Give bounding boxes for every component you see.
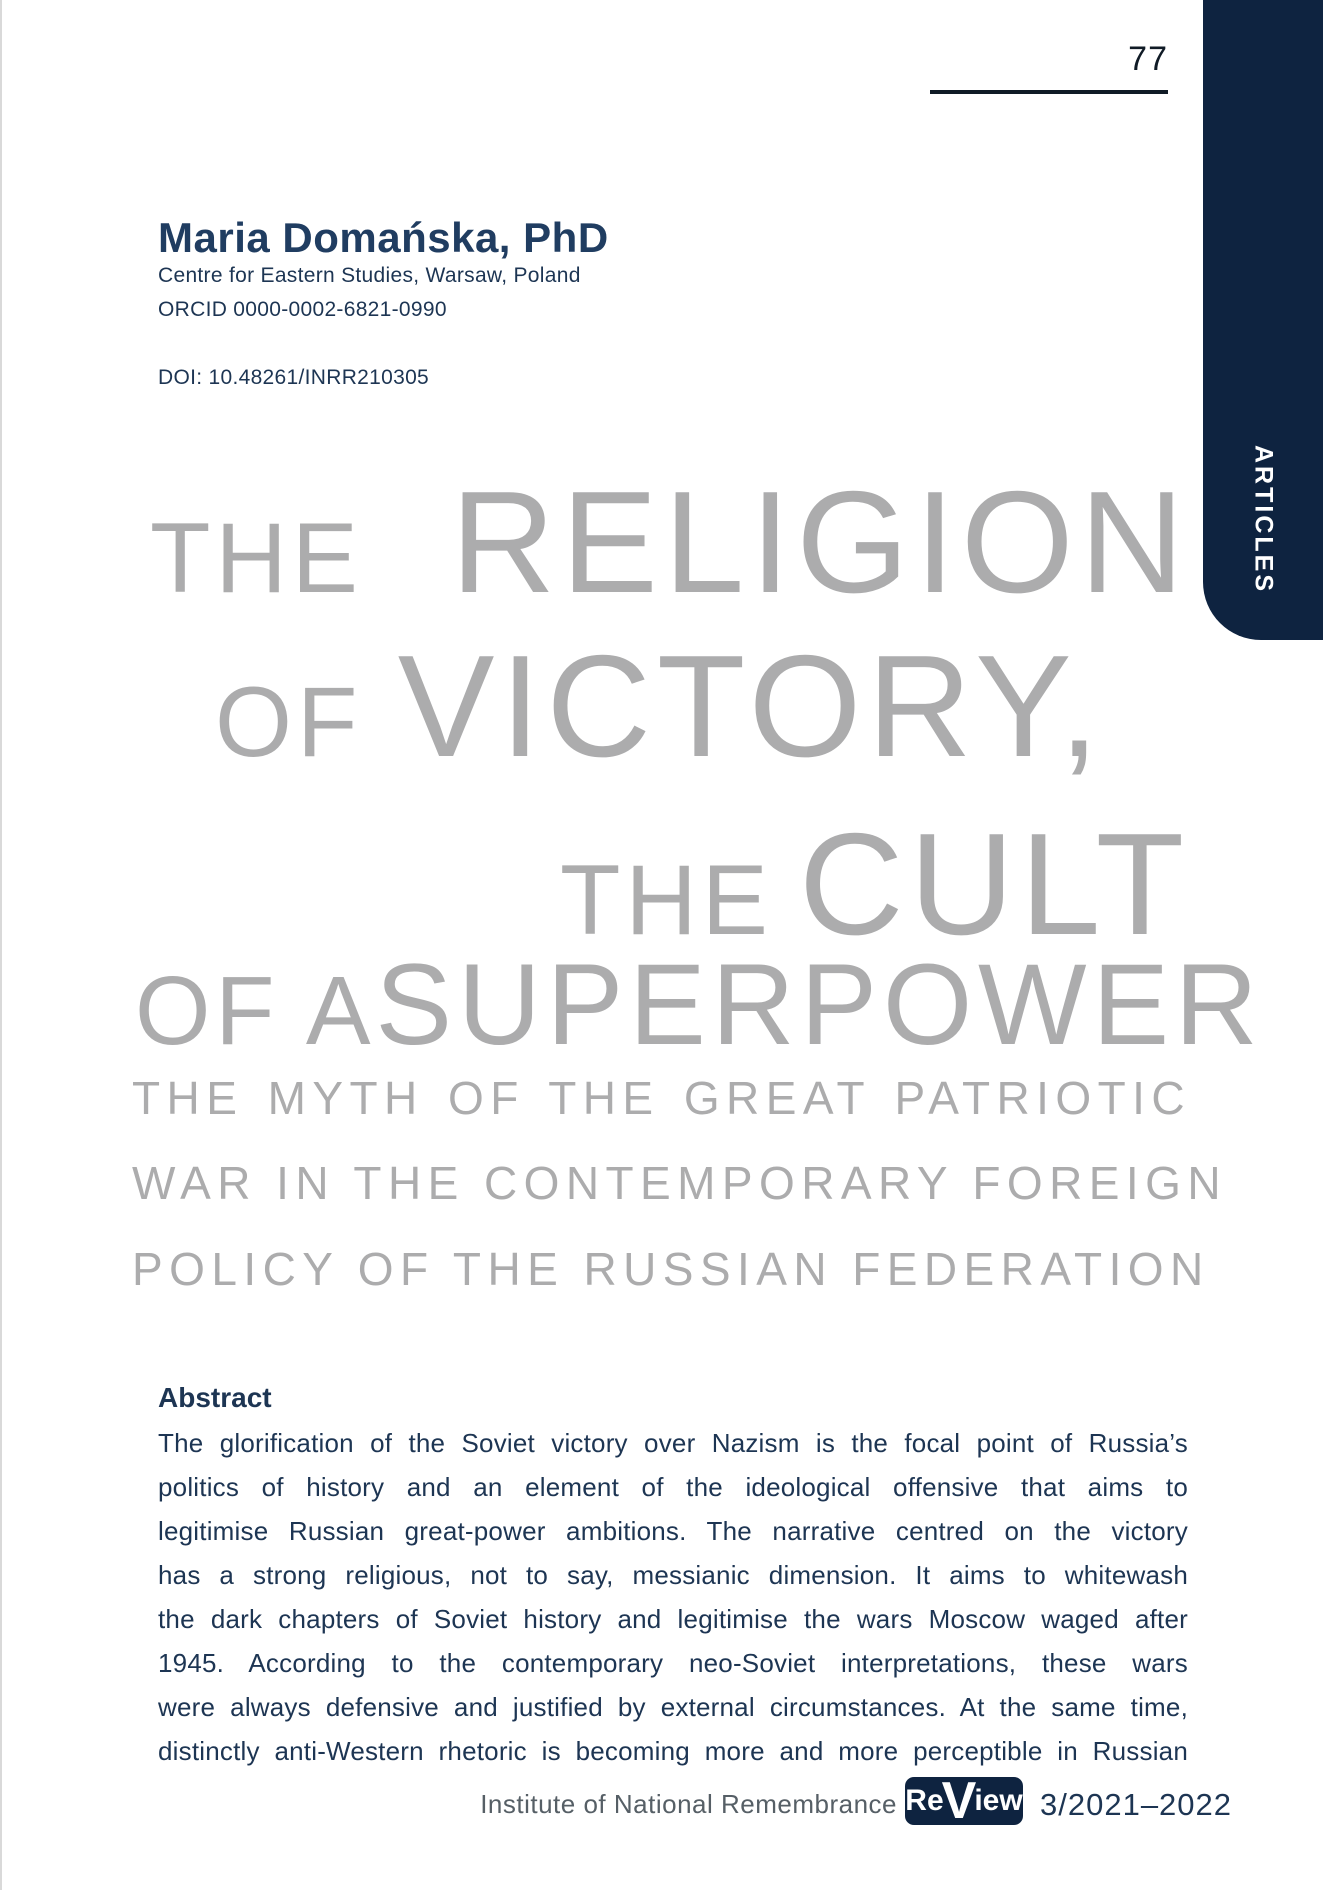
- review-logo-iew: iew: [974, 1784, 1023, 1817]
- abstract-line: were always defensive and justified by external circumstances. At the same time,: [158, 1692, 1188, 1722]
- footer-issue-number: 3/2021–2022: [1040, 1787, 1233, 1822]
- abstract-line: politics of history and an element of the ideological offensive that aims to: [158, 1472, 1188, 1502]
- title-line-1: [150, 459, 1190, 623]
- author-orcid: ORCID 0000-0002-6821-0990: [158, 298, 447, 321]
- abstract-line: the dark chapters of Soviet history and legitimise the wars Moscow waged after: [158, 1604, 1188, 1634]
- review-logo-v: V: [941, 1772, 977, 1830]
- title-line-3-big: CULT: [798, 803, 1190, 965]
- header-rule: [930, 90, 1168, 94]
- title-line-2-big: VICTORY,: [397, 625, 1105, 787]
- subtitle-line-1: THE MYTH OF THE GREAT PATRIOTIC: [132, 1072, 1191, 1124]
- title-line-4-big: SUPERPOWER: [375, 941, 1264, 1069]
- author-affiliation: Centre for Eastern Studies, Warsaw, Poland: [158, 264, 581, 287]
- author-name: Maria Domańska, PhD: [158, 214, 609, 261]
- title-line-2: [215, 623, 1105, 787]
- footer-publisher: Institute of National Remembrance: [480, 1789, 897, 1819]
- abstract-line: 1945. According to the contemporary neo-Soviet interpretations, these wars: [158, 1648, 1188, 1678]
- abstract-paragraph: [158, 1421, 1188, 1773]
- title-line-3: [560, 801, 1190, 965]
- review-journal-logo: [905, 1772, 1023, 1830]
- subtitle-line-3: POLICY OF THE RUSSIAN FEDERATION: [132, 1243, 1210, 1295]
- articles-section-tab[interactable]: [1203, 0, 1323, 640]
- title-line-4-small: OF A: [135, 956, 376, 1065]
- title-line-3-small: THE: [560, 844, 773, 955]
- page-left-border: [0, 0, 2, 1890]
- page-number: 77: [1128, 40, 1168, 78]
- abstract-line: legitimise Russian great-power ambitions. The narrative centred on the victory: [158, 1516, 1188, 1546]
- title-line-1-big: RELIGION: [450, 461, 1190, 623]
- article-doi: DOI: 10.48261/INRR210305: [158, 366, 430, 389]
- title-line-2-small: OF: [215, 666, 363, 777]
- abstract-heading: Abstract: [158, 1382, 272, 1413]
- articles-tab-label: ARTICLES: [1249, 445, 1278, 594]
- abstract-line: The glorification of the Soviet victory over Nazism is the focal point of Russia’s: [158, 1428, 1188, 1458]
- title-line-4: [135, 939, 1264, 1069]
- abstract-line: distinctly anti-Western rhetoric is becoming more and more perceptible in Russian: [158, 1736, 1188, 1766]
- title-line-1-small: THE: [150, 502, 363, 613]
- abstract-line: has a strong religious, not to say, messianic dimension. It aims to whitewash: [158, 1560, 1188, 1590]
- review-logo-re: Re: [905, 1784, 944, 1817]
- subtitle-line-2: WAR IN THE CONTEMPORARY FOREIGN: [132, 1157, 1228, 1209]
